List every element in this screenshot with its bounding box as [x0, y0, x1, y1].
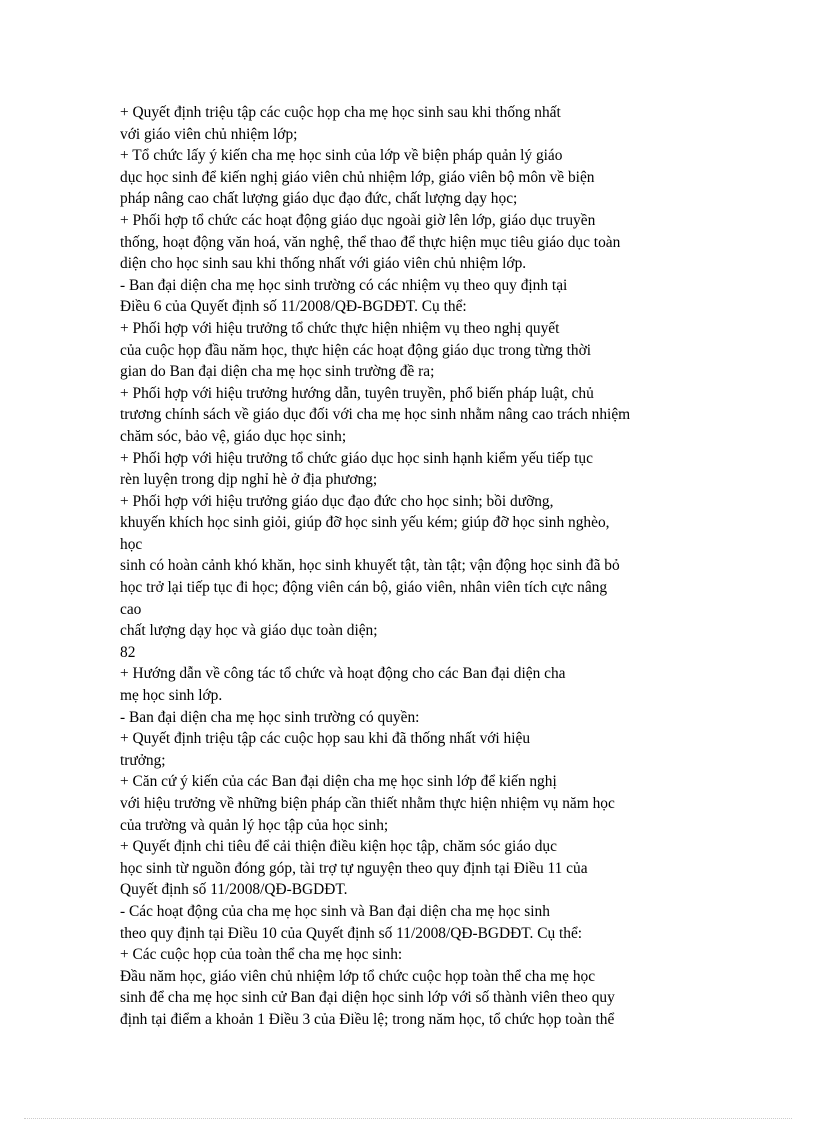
text-line: chất lượng dạy học và giáo dục toàn diện;	[120, 622, 378, 640]
text-line: khuyến khích học sinh giỏi, giúp đỡ học sinh yếu kém; giúp đỡ học sinh nghèo,	[120, 514, 610, 532]
text-line: học sinh từ nguồn đóng góp, tài trợ tự nguyện theo quy định tại Điều 11 của	[120, 859, 588, 877]
text-line: + Tổ chức lấy ý kiến cha mẹ học sinh của lớp về biện pháp quản lý giáo	[120, 147, 563, 165]
text-line: sinh có hoàn cảnh khó khăn, học sinh khuyết tật, tàn tật; vận động học sinh đã bỏ	[120, 557, 620, 575]
text-line: gian do Ban đại diện cha mẹ học sinh trường đề ra;	[120, 363, 435, 381]
text-line: + Các cuộc họp của toàn thể cha mẹ học sinh:	[120, 946, 403, 964]
text-line: + Phối hợp với hiệu trưởng hướng dẫn, tuyên truyền, phổ biến pháp luật, chủ	[120, 384, 594, 402]
text-line: pháp nâng cao chất lượng giáo dục đạo đức, chất lượng dạy học;	[120, 190, 518, 208]
text-line: + Hướng dẫn về công tác tổ chức và hoạt động cho các Ban đại diện cha	[120, 665, 566, 683]
text-line: + Quyết định chi tiêu để cải thiện điều kiện học tập, chăm sóc giáo dục	[120, 838, 557, 856]
text-line: Đầu năm học, giáo viên chủ nhiệm lớp tổ chức cuộc họp toàn thể cha mẹ học	[120, 967, 596, 985]
text-line: định tại điểm a khoản 1 Điều 3 của Điều lệ; trong năm học, tổ chức họp toàn thể	[120, 1010, 615, 1028]
text-line: dục học sinh để kiến nghị giáo viên chủ nhiệm lớp, giáo viên bộ môn về biện	[120, 168, 595, 186]
text-line: thống, hoạt động văn hoá, văn nghệ, thể thao để thực hiện mục tiêu giáo dục toàn	[120, 233, 621, 251]
text-line: + Quyết định triệu tập các cuộc họp sau khi đã thống nhất với hiệu	[120, 730, 531, 748]
text-line: học	[120, 535, 143, 553]
text-line: với hiệu trưởng về những biện pháp cần thiết nhằm thực hiện nhiệm vụ năm học	[120, 795, 615, 812]
page-bottom-divider	[24, 1118, 792, 1119]
text-line: + Quyết định triệu tập các cuộc họp cha mẹ học sinh sau khi thống nhất	[120, 104, 561, 121]
text-line: mẹ học sinh lớp.	[120, 687, 223, 705]
text-line: + Phối hợp với hiệu trưởng tổ chức thực hiện nhiệm vụ theo nghị quyết	[120, 319, 560, 337]
text-line: theo quy định tại Điều 10 của Quyết định số 11/2008/QĐ-BGDĐT. Cụ thể:	[120, 924, 583, 942]
text-line: Quyết định số 11/2008/QĐ-BGDĐT.	[120, 881, 348, 899]
document-body	[120, 102, 710, 1031]
text-line: + Phối hợp tổ chức các hoạt động giáo dục ngoài giờ lên lớp, giáo dục truyền	[120, 211, 596, 229]
text-line: chăm sóc, bảo vệ, giáo dục học sinh;	[120, 427, 347, 445]
text-line: của cuộc họp đầu năm học, thực hiện các hoạt động giáo dục trong từng thời	[120, 341, 592, 359]
text-line: Điều 6 của Quyết định số 11/2008/QĐ-BGDĐT. Cụ thể:	[120, 298, 467, 316]
text-line: + Phối hợp với hiệu trưởng tổ chức giáo dục học sinh hạnh kiểm yếu tiếp tục	[120, 449, 593, 467]
text-line: của trường và quản lý học tập của học sinh;	[120, 816, 389, 834]
text-line: cao	[120, 600, 142, 618]
text-line: với giáo viên chủ nhiệm lớp;	[120, 125, 298, 143]
text-line: 82	[120, 643, 136, 661]
text-line: sinh để cha mẹ học sinh cử Ban đại diện học sinh lớp với số thành viên theo quy	[120, 989, 615, 1007]
text-line: - Ban đại diện cha mẹ học sinh trường có các nhiệm vụ theo quy định tại	[120, 276, 568, 294]
text-line: + Căn cứ ý kiến của các Ban đại diện cha mẹ học sinh lớp để kiến nghị	[120, 773, 557, 791]
text-line: diện cho học sinh sau khi thống nhất với giáo viên chủ nhiệm lớp.	[120, 255, 527, 273]
text-line: trưởng;	[120, 751, 166, 769]
text-line: + Phối hợp với hiệu trưởng giáo dục đạo đức cho học sinh; bồi dưỡng,	[120, 492, 554, 510]
text-line: rèn luyện trong dịp nghỉ hè ở địa phương;	[120, 471, 378, 489]
text-line: - Ban đại diện cha mẹ học sinh trường có quyền:	[120, 708, 420, 726]
text-line: trương chính sách về giáo dục đối với cha mẹ học sinh nhằm nâng cao trách nhiệm	[120, 406, 631, 424]
text-line: học trở lại tiếp tục đi học; động viên cán bộ, giáo viên, nhân viên tích cực nâng	[120, 579, 608, 597]
text-line: - Các hoạt động của cha mẹ học sinh và Ban đại diện cha mẹ học sinh	[120, 902, 550, 920]
